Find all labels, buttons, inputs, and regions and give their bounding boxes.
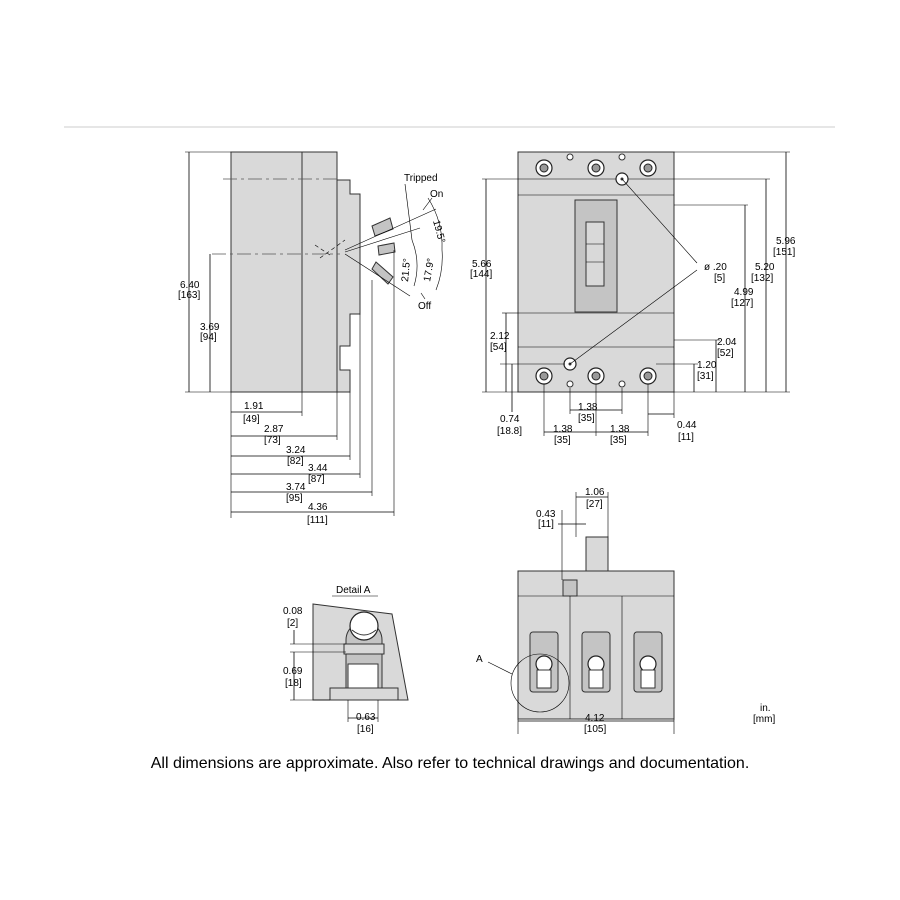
dim-height-mm: [163] [178,290,201,301]
dim-w138b-mm: [35] [554,435,571,446]
dim-w106-in: 1.06 [585,487,605,498]
dim-h074-mm: [18.8] [497,426,523,437]
dim-w412-mm: [105] [584,724,607,735]
dim-h212-in: 2.12 [490,331,510,342]
dim-h044-in: 0.44 [677,420,697,431]
dim-d3-mm: [82] [287,456,304,467]
dim-d5-in: 3.74 [286,482,306,493]
terminal-lug-icon [530,632,662,692]
label-on: On [430,189,444,200]
dim-d5-mm: [95] [286,493,303,504]
dim-w138a-in: 1.38 [578,402,598,413]
angle-off: 17.9° [422,257,438,283]
dim-w138c-mm: [35] [610,435,627,446]
footer-note: All dimensions are approximate. Also refer to technical drawings and documentation. [150,755,750,772]
detail-a-title: Detail A [336,585,371,596]
dim-d6-mm: [111] [307,515,328,526]
dim-h566-mm: [144] [470,269,493,280]
dim-d069-mm: [18] [285,678,302,689]
dim-height-in: 6.40 [180,280,200,291]
dim-d008-in: 0.08 [283,606,303,617]
units-mm: [mm] [753,714,776,725]
dim-hole-mm: [5] [714,273,726,284]
dim-w043-mm: [11] [538,519,554,530]
dim-w138a-mm: [35] [578,413,595,424]
dim-h204-in: 2.04 [717,337,737,348]
dim-h120-in: 1.20 [697,360,717,371]
dim-d6-in: 4.36 [308,502,328,513]
dim-h074-in: 0.74 [500,414,520,425]
dim-d4-in: 3.44 [308,463,328,474]
label-off: Off [418,301,432,312]
bottom-view [476,487,674,735]
dim-h120-mm: [31] [697,371,714,382]
side-view [178,152,447,526]
dim-h520-mm: [132] [751,273,774,284]
dim-d063-in: 0.63 [356,712,376,723]
dim-w043-in: 0.43 [536,509,556,520]
dim-d008-mm: [2] [287,618,299,629]
dim-h212-mm: [54] [490,342,507,353]
dim-w138b-in: 1.38 [553,424,573,435]
label-tripped: Tripped [404,173,438,184]
dim-w138c-in: 1.38 [610,424,630,435]
dim-h596-mm: [151] [773,247,796,258]
dim-h499-in: 4.99 [734,287,754,298]
dim-handle-mm: [94] [200,332,217,343]
dim-d4-mm: [87] [308,474,325,485]
dim-d1-mm: [49] [243,414,260,425]
detail-a [283,585,408,735]
dim-w412-in: 4.12 [585,713,605,724]
dim-w106-mm: [27] [586,499,603,510]
units-in: in. [760,703,771,714]
dim-h596-in: 5.96 [776,236,796,247]
dim-d3-in: 3.24 [286,445,306,456]
dim-d063-mm: [16] [357,724,374,735]
angle-on: 19.5° [430,218,447,245]
dim-d2-mm: [73] [264,435,281,446]
callout-a: A [476,654,483,665]
dim-d2-in: 2.87 [264,424,284,435]
dim-h499-mm: [127] [731,298,754,309]
front-view [470,152,796,446]
angle-tripped: 21.5° [400,257,414,283]
dim-d1-in: 1.91 [244,401,264,412]
dim-h044-mm: [11] [678,432,694,443]
dim-h520-in: 5.20 [755,262,775,273]
dim-h566-in: 5.66 [472,259,492,270]
dim-d069-in: 0.69 [283,666,303,677]
dim-h204-mm: [52] [717,348,734,359]
dim-handle-in: 3.69 [200,322,220,333]
dim-hole-in: ø .20 [704,262,727,273]
